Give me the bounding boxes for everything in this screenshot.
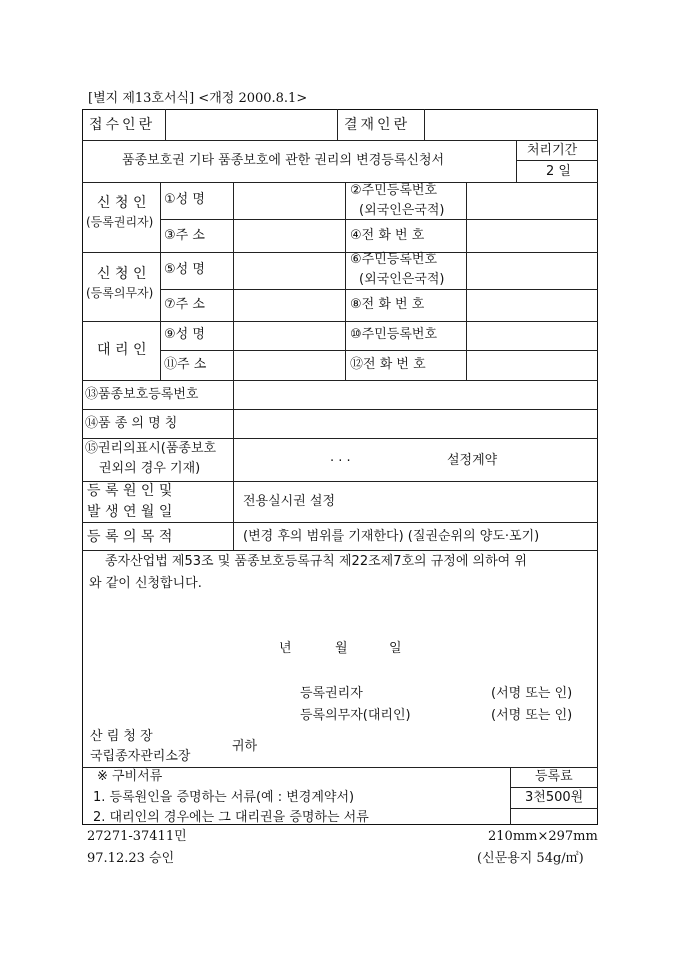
footer-form-code: 27271-37411민 <box>87 829 187 844</box>
approval-label: 결재인란 <box>344 117 411 133</box>
fee-label: 등록료 <box>535 769 573 784</box>
divider <box>165 109 166 140</box>
statement-line1: 종자산업법 제53조 및 품종보호등록규칙 제22조제7호의 규정에 의하여 위 <box>105 554 527 569</box>
applicant2-address-label: ⑦주 소 <box>164 297 205 312</box>
rights-label-line1: ⑮권리의표시(품종보호 <box>85 441 217 456</box>
variety-name-label: ⑭품 종 의 명 칭 <box>85 416 178 431</box>
divider <box>424 109 425 140</box>
processing-period-label: 처리기간 <box>527 143 578 158</box>
divider <box>516 140 517 182</box>
cause-label-line1: 등 록 원 인 및 <box>87 483 173 499</box>
agent-phone-label: ⑫전 화 번 호 <box>350 357 426 372</box>
divider <box>516 160 598 161</box>
applicant1-id-label: ②주민등록번호 <box>350 183 438 198</box>
required-doc-1: 1. 등록원인을 증명하는 서류(예 : 변경계약서) <box>93 790 355 805</box>
signer2-role: 등록의무자(대리인) <box>300 708 411 723</box>
rights-date-dots: · · · <box>330 454 351 469</box>
purpose-value: (변경 후의 범위를 기재한다) (질권순위의 양도·포기) <box>243 529 540 544</box>
divider <box>82 522 598 523</box>
divider <box>82 550 598 551</box>
applicant2-name-label: ⑤성 명 <box>164 262 205 277</box>
date-year-label: 년 <box>279 641 292 656</box>
date-month-label: 월 <box>335 641 348 656</box>
applicant2-label: 신 청 인 <box>97 266 147 282</box>
addressee-suffix: 귀하 <box>232 739 258 754</box>
divider <box>160 350 598 351</box>
signer2-sign-note: (서명 또는 인) <box>491 708 573 723</box>
form-title: 품종보호권 기타 품종보호에 관한 권리의 변경등록신청서 <box>122 153 445 168</box>
applicant1-name-label: ①성 명 <box>164 192 205 207</box>
divider <box>160 219 598 220</box>
applicant2-id-label: ⑥주민등록번호 <box>350 252 438 267</box>
signer1-sign-note: (서명 또는 인) <box>491 686 573 701</box>
signer1-role: 등록권리자 <box>300 686 363 701</box>
applicant2-id-sublabel: (외국인은국적) <box>359 272 445 287</box>
addressee-line1: 산 림 청 장 <box>90 729 153 744</box>
processing-period-value: 2 일 <box>546 164 571 179</box>
divider <box>82 409 598 410</box>
approval-stamp-field[interactable] <box>428 113 594 137</box>
divider <box>337 109 338 140</box>
rights-value: 설정계약 <box>447 453 498 468</box>
applicant2-phone-label: ⑧전 화 번 호 <box>350 297 425 312</box>
form-header: [별지 제13호서식] <개정 2000.8.1> <box>88 91 308 106</box>
divider <box>160 289 598 290</box>
rights-label-line2: 권외의 경우 기재) <box>99 461 201 476</box>
receipt-stamp-field[interactable] <box>170 113 333 137</box>
divider <box>82 767 598 768</box>
footer-approval-date: 97.12.23 승인 <box>87 851 175 866</box>
agent-name-label: ⑨성 명 <box>164 327 205 342</box>
applicant1-id-sublabel: (외국인은국적) <box>359 203 445 218</box>
footer-paper-size: 210mm×297mm <box>488 829 598 844</box>
receipt-label: 접수인란 <box>89 117 156 133</box>
divider <box>510 808 598 809</box>
statement-line2: 와 같이 신청합니다. <box>89 576 202 591</box>
variety-registration-number-label: ⑬품종보호등록번호 <box>85 387 199 402</box>
agent-address-label: ⑪주 소 <box>164 357 207 372</box>
purpose-label: 등 록 의 목 적 <box>87 529 173 545</box>
divider <box>160 182 161 380</box>
divider <box>466 182 467 380</box>
applicant2-sublabel: (등록의무자) <box>86 286 154 300</box>
divider <box>510 787 598 788</box>
applicant1-phone-label: ④전 화 번 호 <box>350 228 425 243</box>
footer-paper-type: (신문용지 54g/㎡) <box>477 851 584 866</box>
date-day-label: 일 <box>389 641 402 656</box>
addressee-line2: 국립종자관리소장 <box>90 749 191 764</box>
agent-label: 대 리 인 <box>97 342 147 358</box>
fee-value: 3천500원 <box>525 790 584 805</box>
divider <box>345 182 346 380</box>
divider <box>82 481 598 482</box>
divider <box>510 767 511 825</box>
cause-value: 전용실시권 설정 <box>243 494 336 509</box>
required-doc-2: 2. 대리인의 경우에는 그 대리권을 증명하는 서류 <box>93 810 369 825</box>
divider <box>82 438 598 439</box>
cause-label-line2: 발 생 연 월 일 <box>87 504 173 520</box>
divider <box>233 182 234 550</box>
divider <box>82 380 598 381</box>
applicant1-address-label: ③주 소 <box>164 228 205 243</box>
applicant1-sublabel: (등록권리자) <box>86 215 154 229</box>
divider <box>82 140 598 141</box>
required-docs-title: ※ 구비서류 <box>97 769 163 784</box>
applicant1-label: 신 청 인 <box>97 195 147 211</box>
agent-id-label: ⑩주민등록번호 <box>350 327 438 342</box>
